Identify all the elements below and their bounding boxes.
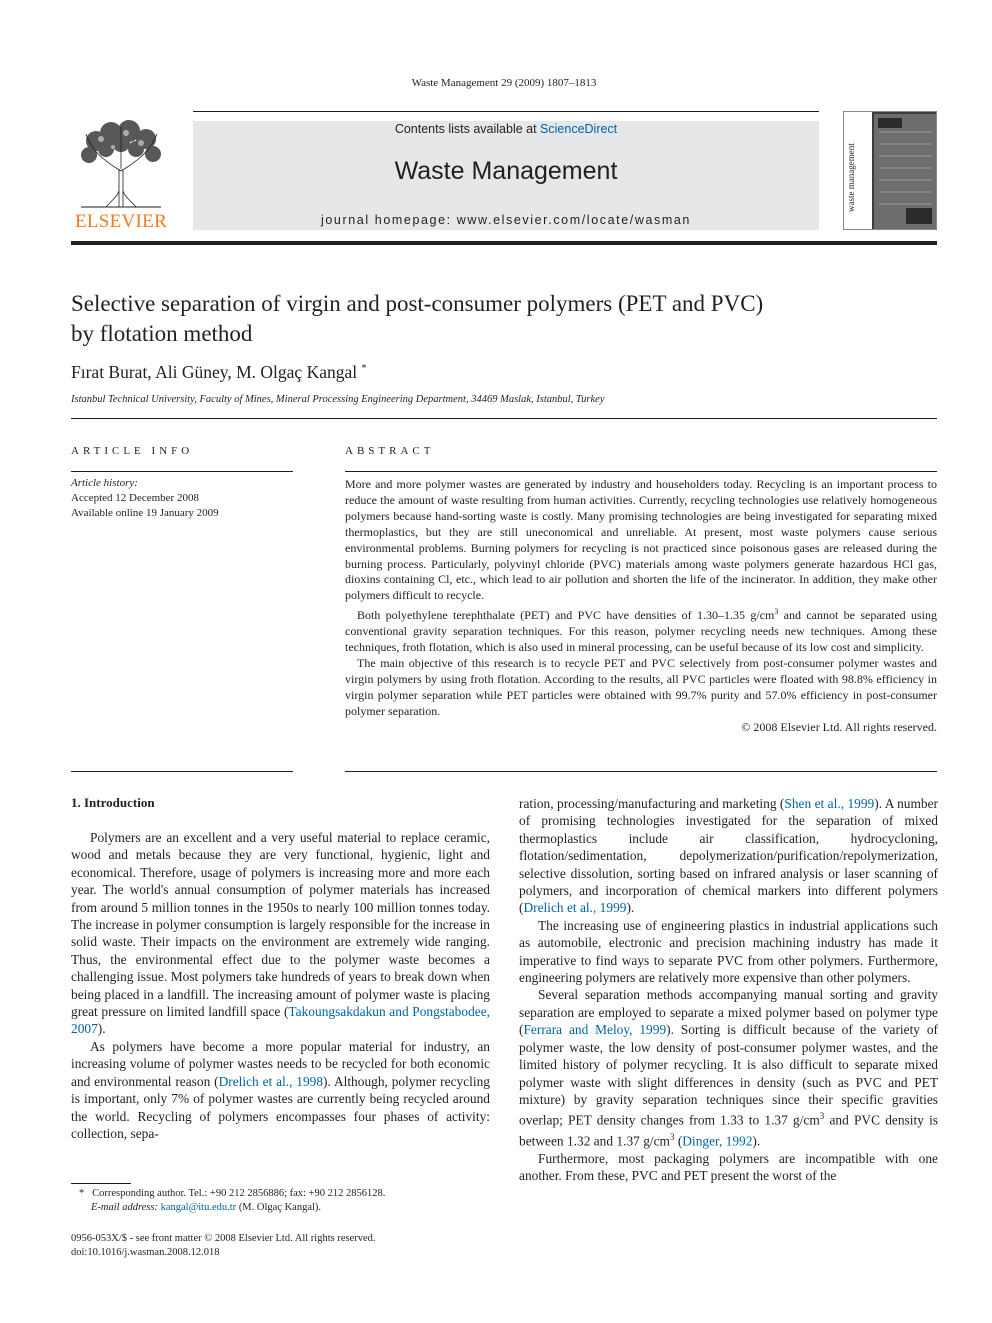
issn-line: 0956-053X/$ - see front matter © 2008 Elsevier Ltd. All rights reserved. [71,1233,376,1244]
abstract-heading: ABSTRACT [345,445,435,457]
body-paragraph: The increasing use of engineering plastics in industrial applications such as automobile, electronic and precision machining industry has made it imperative to find ways to separate PVC from other polymers. Furthermore, engineering polymers are relatively more expensive than other polymers. [519,917,938,986]
body-paragraph: Several separation methods accompanying manual sorting and gravity separation are employed to separate a mixed polymer based on polymer type (Ferrara and Meloy, 1999). Sorting is difficult because of the variety of polymer waste, the low density of post-consumer polymer wastes, and the limited history of polymer recycling. It is also difficult to separate mixed polymer waste with slight differences in density (such as PVC and PET mixture) by gravity separation techniques since their specific gravities overlap; PET density changes from 1.33 to 1.37 $g/cm^3$ and PVC density is between 1.32 and 1.37 $g/cm^3$ (Dinger, 1992). [519,987,938,1149]
contents-line: Contents lists available at ScienceDirect [394,122,618,136]
abstract-rule [345,471,937,472]
author-list: Fırat Burat, Ali Güney, M. Olgaç Kangal * [71,362,367,382]
email-link[interactable]: kangal@itu.edu.tr [160,1202,237,1213]
body-paragraph: ration, processing/manufacturing and marketing (Shen et al., 1999). A number of promising technologies investigated for the separation of mixed thermoplastics include air classification, hydrocycloning, flotation/sedimentation, depolymerization/purification/repolymerization, selective dissolution, sorting based on infrared analysis or laser scanning of polymers, and incorporation of chemical markers into different polymers (Drelich et al., 1999). [519,796,938,916]
affiliation-rule [71,418,937,419]
body-paragraph: Polymers are an excellent and a very useful material to replace ceramic, wood and metals because they are very functional, hygienic, light and economical. Therefore, usage of polymers is increasing more and more each year. The world's annual consumption of polymer materials has increased from around 5 million tonnes in the 1950s to nearly 100 million tonnes today. The increase in polymer consumption is largely responsible for the increase in solid waste. Their impacts on the environment are extremely wide ranging. Thus, the environmental effect due to the polymer waste becomes a challenging issue. Most polymers take hundreds of years to break down when being placed in a landfill. The increasing amount of polymer waste is placing great pressure on limited landfill space (Takoungsakdakun and Pongstabodee, 2007). [71,830,491,1037]
abstract-copyright: © 2008 Elsevier Ltd. All rights reserved. [741,719,937,734]
reference-link[interactable]: Drelich et al., 1999 [523,900,627,916]
article-history: Article history: Accepted 12 December 2008 Available online 19 January 2009 [71,477,219,519]
reference-link[interactable]: Dinger, 1992 [682,1133,753,1149]
article-info-bottom-rule [71,771,293,772]
journal-title: Waste Management [394,157,618,185]
affiliation: Istanbul Technical University, Faculty of Mines, Mineral Processing Engineering Department, 34469 Maslak, Istanbul, Turkey [71,394,605,405]
reference-link[interactable]: Shen et al., 1999 [784,796,875,811]
corresponding-author-footnote: * Corresponding author. Tel.: +90 212 2856886; fax: +90 212 2856128. E-mail address: kangal@itu.edu.tr (M. Olgaç Kangal). [79,1188,386,1213]
body-paragraph: Furthermore, most packaging polymers are incompatible with one another. From these, PVC and PET present the worst of the [519,1151,938,1184]
body-left-column [71,829,490,1142]
journal-homepage[interactable]: journal homepage: www.elsevier.com/locate/wasman [320,213,691,227]
header-thick-rule [71,241,937,245]
journal-banner [193,121,819,230]
body-paragraph: As polymers have become a more popular material for industry, an increasing volume of polymer wastes needs to be recycled for both economic and environmental reason (Drelich et al., 1998). Although, polymer recycling is important, only 7% of polymer wastes are currently being recycled around the world. Recycling of polymers encompasses four phases of activity: collection, sepa- [71,1038,490,1141]
doi-line[interactable]: doi:10.1016/j.wasman.2008.12.018 [71,1247,220,1258]
reference-link[interactable]: Drelich et al., 1998 [218,1073,324,1089]
abstract-text [345,477,937,736]
reference-link[interactable]: Takoungsakdakun and Pongstabodee, 2007 [71,1004,491,1037]
front-matter-info [71,1232,376,1260]
article-info-heading: ARTICLE INFO [71,445,194,457]
journal-citation: Waste Management 29 (2009) 1807–1813 [411,77,597,89]
abstract-paragraph: More and more polymer wastes are generated by industry and householders today. Recycling is an important process to reduce the amount of waste resulting from human activities. Currently, recycling technologies use relatively homogeneous polymers because hand-sorting waste is costly. Many promising technologies are being investigated for separating mixed thermoplastics, but they are still uneconomical and unreliable. At present, most waste polymers cause serious environmental problems. Burning polymers for recycling is not practiced since poisonous gases are released during the burning process. Particularly, polyvinyl chloride (PVC) materials among waste polymers generate hazardous HCl gas, dioxins containing Cl, etc., which lead to air pollution and shorten the life of the incinerator. In addition, they make other polymers difficult to recycle. [345,477,937,603]
section-heading-introduction: 1. Introduction [71,795,155,810]
header-rule [193,111,819,112]
body-right-column [519,795,938,1185]
abstract-bottom-rule [345,771,937,772]
journal-cover-image [843,111,937,230]
footnote-rule [71,1183,131,1184]
cover-text: waste management [846,143,856,212]
article-info-rule [71,471,293,472]
corresponding-author-mark[interactable]: * [361,363,367,375]
sciencedirect-link[interactable]: ScienceDirect [540,122,618,136]
reference-link[interactable]: Ferrara and Meloy, 1999 [523,1022,667,1038]
elsevier-wordmark: ELSEVIER [74,211,168,232]
abstract-paragraph: Both polyethylene terephthalate (PET) and PVC have densities of 1.30–1.35 $g/cm^3$ and cannot be separated using conventional gravity separation techniques. For this reason, polymer recycling needs new techniques. Among these techniques, froth flotation, which is also used in mineral processing, can be useful because of its low cost and simplicity. [345,607,937,655]
article-title: Selective separation of virgin and post-consumer polymers (PET and PVC) by flotation method [71,291,764,346]
abstract-paragraph: The main objective of this research is to recycle PET and PVC selectively from post-consumer polymer wastes and virgin polymers by using froth flotation. According to the results, all PVC particles were floated with 98.8% efficiency in virgin polymer separation while PET particles were obtained with 99.7% purity and 57.0% efficiency in post-consumer polymer separation. [345,655,937,718]
